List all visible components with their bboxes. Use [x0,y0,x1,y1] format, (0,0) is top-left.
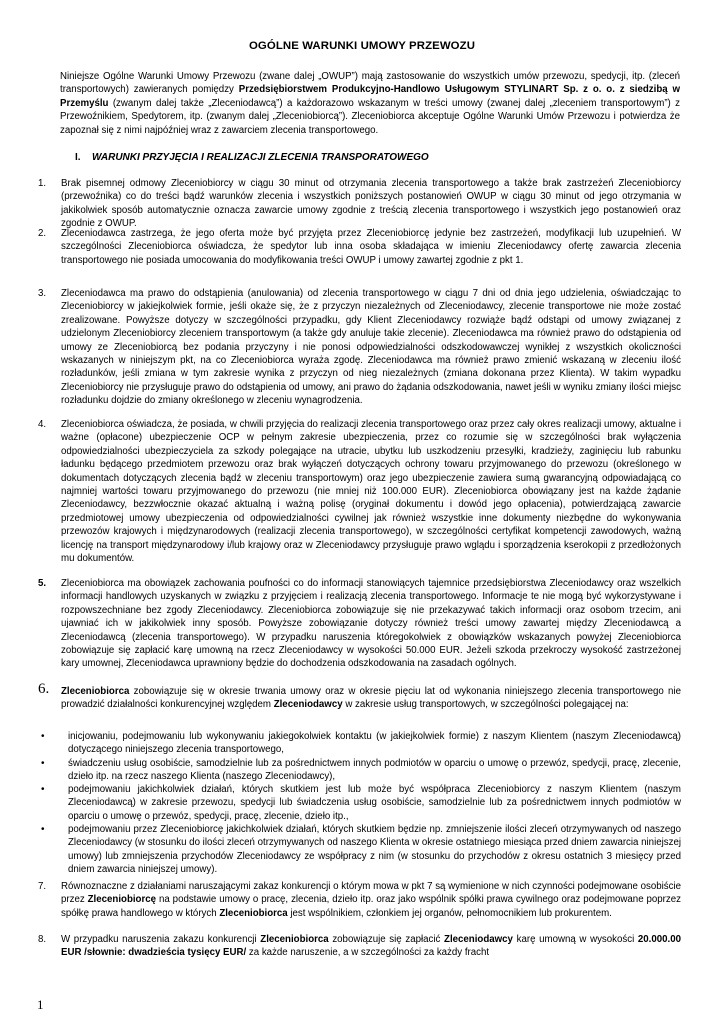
item-text: Brak pisemnej odmowy Zleceniobiorcy w ciągu 30 minut od otrzymania zlecenia transportowego a także brak zastrzeżeń Zleceniobiorcy (przewoźnika) co do treści bądź warunków zlecenia i wszystkich poniższych postanowień OWUP w ciągu 30 minut od jego otrzymania w jakikolwiek sposób automatycznie oznacza zawarcie umowy zgodnie z treścią zlecenia transportowego i wszystkich jego postanowień oraz zgodnie z OWUP. [61,178,681,230]
bullet-text: podejmowaniu jakichkolwiek działań, których skutkiem jest lub może być współpraca Zleceniobiorcy z naszym Klientem (naszym Zleceniodawcą) w zakresie przewozu, spedycji lub świadczenia usług osobiście, samodzielnie lub za pośrednictwem innych podmiotów w oparciu o umowę o przewóz, spedycji, pracę, zlecenie, dzieło itp., [68,784,681,822]
bold-term: Zleceniobiorca [219,907,288,919]
item-text-part: karę umowną w wysokości [512,934,638,945]
bullet-icon: • [41,758,45,769]
bullet-text: inicjowaniu, podejmowaniu lub wykonywaniu jakiegokolwiek kontaktu (w jakiejkolwiek formie) z naszym Klientem (naszym Zleceniodawcą) dotyczącego niniejszego zlecenia transportowego, [68,731,681,756]
bullet-icon: • [41,731,45,742]
bold-term: Zleceniobiorca [260,934,329,945]
item-number: 4. [38,419,47,430]
section-heading [75,151,429,164]
item-text-part: za każde naruszenie, a w szczególności za każdy fracht [246,947,490,959]
item-number: 5. [38,578,47,589]
section-number: I. [75,152,81,163]
item-text-part: w zakresie usług transportowych, w szczególności polegającej na: [342,699,629,711]
list-item-8 [38,933,681,960]
item-text: Zleceniodawca zastrzega, że jego oferta może być przyjęta przez Zleceniobiorcę jedynie bez zastrzeżeń, modyfikacji lub uzupełnień. W szczególności Zleceniobiorca oświadcza, że spedytor lub inna osoba składająca w imieniu Zleceniodawcy ofertę zawarcia zlecenia transportowego nie posiada umocowania do modyfikowania treści OWUP i umowy zawartej zgodnie z pkt 1. [61,228,681,266]
bullet-text: świadczeniu usług osobiście, samodzielnie lub za pośrednictwem innych podmiotów w oparciu o umowę o przewóz, spedycji, pracę, zlecenie, dzieło itp. na rzecz naszego Klienta (naszego Zleceniodawcy), [68,758,681,783]
item-number: 2. [38,228,47,239]
item-number: 6. [38,681,50,697]
document-title: OGÓLNE WARUNKI UMOWY PRZEWOZU [248,40,476,52]
item-text [61,933,681,960]
bullet-item-4 [38,823,681,877]
item-text-part: W przypadku naruszenia zakazu konkurencji [61,934,261,945]
item-number: 1. [38,178,47,189]
list-item-3 [38,287,681,408]
page-number: 1 [37,997,44,1012]
item-text [61,880,681,920]
item-text: Zleceniobiorca oświadcza, że posiada, w chwili przyjęcia do realizacji zlecenia transportowego oraz przez cały okres realizacji umowy, aktualne i ważne (opłacone) ubezpieczenie OCP w pełnym zakresie ubezpieczenia, przez co rozumie się w szczególności brak wyłączenia odpowiedzialności ubezpieczyciela za szkody polegające na utracie, ubytku lub uszkodzeniu przesyłki, kradzieży, zaginięciu lub rabunku ładunku będącego przedmiotem przewozu oraz brak wyłączeń dotyczących ochrony towaru przyjmowanego do przewozu (określonego w dokumentach dotyczących zlecenia bądź w zleceniu transportowym) oraz jego ubezpieczenie zawiera sumą gwarancyjną odpowiadającą co najmniej wartości towaru przyjmowanego do przewozu (nie mniej niż 100.000 EUR). Zleceniobiorca obowiązany jest na każde żądanie Zleceniodawcy, bezzwłocznie okazać aktualną i ważną polisę (oryginał dokumentu i dowód jego opłacenia), potwierdzającą zawarcie przedmiotowej umowy ubezpieczenia od odpowiedzialności cywilnej jak również wszystkie inne dokumenty niezbędne do wykonywania przewozów krajowych i międzynarodowych (realizacji zlecenia transportowego), w szczególności certyfikat kompetencji zawodowych, ważną licencję na transport międzynarodowy i/lub krajowy oraz w Zleceniodawcy przysługuje prawo wglądu i sporządzenia kserokopii z przedłożonych mu dokumentów. [61,419,681,565]
bullet-text: podejmowaniu przez Zleceniobiorcę jakichkolwiek działań, których skutkiem będzie np. zmniejszenie ilości zleceń otrzymywanych od naszego Zleceniodawcy (w stosunku do ilości zleceń otrzymywanych od naszego Klienta w okresie ostatniego miesiąca przed dniem zawarcia niniejszej umowy) lub zmniejszenia przychodów Zleceniodawcy ze współpracy z nim (w stosunku do przychodów z okresu ostatnich 3 miesięcy przed dniem zawarcia niniejszej umowy). [68,824,681,876]
bullet-icon: • [41,824,45,835]
bullet-item-1 [38,730,681,757]
item-text-part: na podstawie umowy o pracę, zlecenia, dzieło itp. oraz jako wspólnik spółki prawa cywilnego oraz podejmowane poprzez spółkę prawa handlowego w których [61,894,681,919]
list-item-4 [38,418,681,565]
intro-company-name: Przedsiębiorstwem Produkcyjno-Handlowo Usługowym STYLINART Sp. z o. o. z siedzibą w Przemyślu [60,84,680,109]
bold-term: 20.000.00 EUR /słownie: dwadzieścia tysięcy EUR/ [61,934,682,959]
item-text-part: Równoznaczne z działaniami naruszającymi zakaz konkurencji o którym mowa w pkt 7 są wymienione w nich czynności podejmowane osobiście przez [61,881,681,906]
item-text-part: zobowiązuje się zapłacić [328,934,445,945]
intro-paragraph [60,70,680,137]
list-item-5 [38,577,681,671]
bullet-item-2 [38,757,681,784]
section-title: WARUNKI PRZYJĘCIA I REALIZACJI ZLECENIA TRANSPORATOWEGO [92,152,429,163]
bold-term: Zleceniodawcy [273,699,343,711]
list-item-6 [38,681,681,712]
item-text-part: zobowiązuje się w okresie trwania umowy oraz w okresie pięciu lat od wykonania niniejszego zlecenia transportowego nie prowadzić działalności konkurencyjnej względem [61,686,681,711]
item-text: Zleceniodawca ma prawo do odstąpienia (anulowania) od zlecenia transportowego w ciągu 7 dni od dnia jego udzielenia, oświadczając to Zleceniobiorcy w jakiejkolwiek formie, jeśli okaże się, że z przyczyn niezależnych od Zleceniodawcy, zlecenie transportowe nie może zostać zrealizowane. Powyższe dotyczy w szczególności przypadku, gdy Klient Zleceniodawcy rozwiąże bądź odstąpi od umowy związanej z udzielonym Zleceniobiorcy zleceniem transportowym (a także gdy anuluje takie zlecenie). Zleceniodawca ma również prawo do odstąpienia od umowy ze Zleceniobiorcą bez podania przyczyny i nie ponosi odpowiedzialności odszkodowawczej wynikłej z wszystkich okoliczności wskazanych w niniejszym pkt, na co Zleceniobiorca wyraża zgodę. Zleceniodawca ma również prawo zmienić wskazaną w zleceniu ilość rozładunków, jeśli zmiana w tym zakresie wynika z przyczyn od nieg niezależnych (zmiana dokonana przez Klienta). W takim wypadku Zleceniobiorcy nie przysługuje prawo do odstąpienia od umowy, ani prawo do żądania odszkodowania, nawet jeśli w wyniku zmiany ilości miejsc rozładunku dojdzie do zmiany określonego w zleceniu wynagrodzenia. [61,288,681,407]
list-item-2 [38,227,681,267]
item-text: Zleceniobiorca ma obowiązek zachowania poufności co do informacji stanowiących tajemnice przedsiębiorstwa Zleceniodawcy oraz wszelkich informacji handlowych uzyskanych w związku z przyjęciem i realizacją zlecenia transportowego. Informacje te nie mogą być wykorzystywane i rozpowszechniane bez zgody Zleceniodawcy. Zleceniobiorca zobowiązuje się nie przekazywać takich informacji oraz osobom trzecim, ani ujawniać ich w jakikolwiek inny sposób. Powyższe zobowiązanie dotyczy również treści umowy zawartej między Zleceniodawcą a Zleceniodawcą (zlecenia transportowego). W przypadku naruszenia któregokolwiek z obowiązków wskazanych powyżej Zleceniobiorca zobowiązuje się zapłacić karę umowną na rzecz Zleceniodawcy w wysokości 50.000 EUR. Jeżeli szkoda przekroczy wysokość zastrzeżonej kary umownej, Zleceniodawca uprawniony będzie do dochodzenia odszkodowania na zasadach ogólnych. [61,578,681,670]
list-item-1 [38,177,681,231]
item-text-part: jest wspólnikiem, członkiem jej organów, pełnomocnikiem lub prokurentem. [287,907,612,919]
bullet-icon: • [41,784,45,795]
item-number: 3. [38,288,47,299]
item-text [61,685,681,712]
bold-term: Zleceniodawcy [444,934,513,945]
list-item-7 [38,880,681,920]
bullet-item-3 [38,783,681,823]
intro-text-1: Niniejsze Ogólne Warunki Umowy Przewozu (zwane dalej „OWUP”) mają zastosowanie do wszystkich umów przewozu, spedycji, itp. (zleceń transportowych) zawieranych pomiędzy [60,71,680,96]
intro-text-2: (zwanym dalej także „Zleceniodawcą”) a każdorazowo wskazanym w treści umowy (zwanej dalej „zleceniem transportowym”) z Przewoźnikiem, Spedytorem, itp. (zwanym dalej „Zleceniobiorcą”). Zleceniobiorca akceptuje Ogólne Warunki Umów Przewozu i potwierdza że zapoznał się z nimi najpóźniej wraz z zawarciem zlecenia transportowego. [60,97,680,136]
item-number: 7. [38,881,47,892]
item-number: 8. [38,934,47,945]
bold-term: Zleceniobiorca [61,686,130,697]
bold-term: Zleceniobiorcę [87,894,157,906]
